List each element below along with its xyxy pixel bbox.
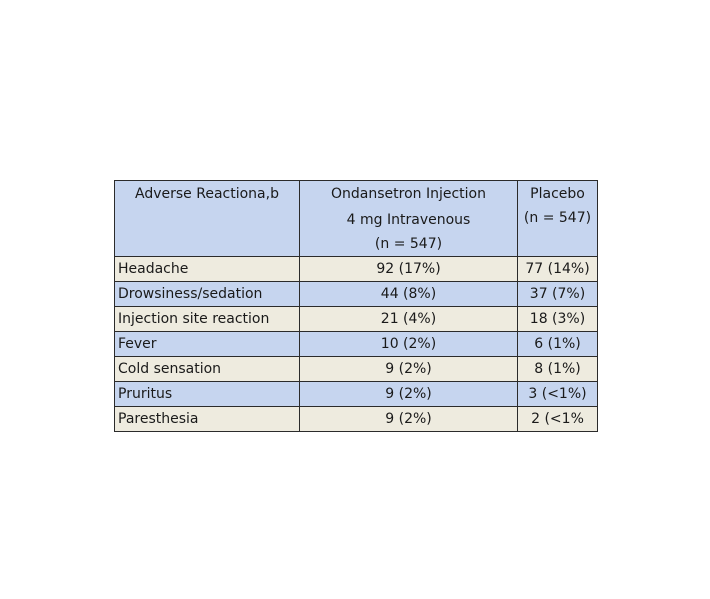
cell-placebo: 8 (1%) [518, 357, 598, 382]
adverse-reactions-table [114, 180, 598, 432]
cell-drug: 10 (2%) [300, 332, 518, 357]
header-ondansetron-line3: (n = 547) [374, 236, 443, 252]
cell-placebo: 2 (<1% [518, 407, 598, 432]
cell-reaction: Headache [115, 257, 300, 282]
header-row [115, 181, 598, 257]
cell-reaction: Pruritus [115, 382, 300, 407]
table-row [115, 332, 598, 357]
cell-drug: 21 (4%) [300, 307, 518, 332]
header-placebo-line1: Placebo [530, 186, 585, 202]
table-row [115, 407, 598, 432]
table-row [115, 257, 598, 282]
cell-reaction: Injection site reaction [115, 307, 300, 332]
table-row [115, 307, 598, 332]
cell-drug: 9 (2%) [300, 357, 518, 382]
cell-placebo: 37 (7%) [518, 282, 598, 307]
header-ondansetron-line2: 4 mg Intravenous [346, 212, 471, 228]
header-placebo-line2: (n = 547) [523, 210, 592, 226]
header-placebo [518, 181, 598, 257]
cell-drug: 9 (2%) [300, 382, 518, 407]
table-row [115, 382, 598, 407]
cell-placebo: 3 (<1%) [518, 382, 598, 407]
cell-reaction: Drowsiness/sedation [115, 282, 300, 307]
cell-reaction: Cold sensation [115, 357, 300, 382]
header-ondansetron-line1: Ondansetron Injection [331, 186, 486, 202]
header-adverse-reaction-label: Adverse Reactiona,b [135, 186, 279, 202]
cell-placebo: 77 (14%) [518, 257, 598, 282]
cell-placebo: 6 (1%) [518, 332, 598, 357]
cell-drug: 44 (8%) [300, 282, 518, 307]
table-row [115, 357, 598, 382]
header-adverse-reaction [115, 181, 300, 257]
cell-reaction: Paresthesia [115, 407, 300, 432]
table-header [115, 181, 598, 257]
cell-drug: 92 (17%) [300, 257, 518, 282]
adverse-reactions-table-container [114, 180, 597, 432]
table-row [115, 282, 598, 307]
cell-drug: 9 (2%) [300, 407, 518, 432]
cell-reaction: Fever [115, 332, 300, 357]
header-ondansetron [300, 181, 518, 257]
table-body [115, 257, 598, 432]
cell-placebo: 18 (3%) [518, 307, 598, 332]
